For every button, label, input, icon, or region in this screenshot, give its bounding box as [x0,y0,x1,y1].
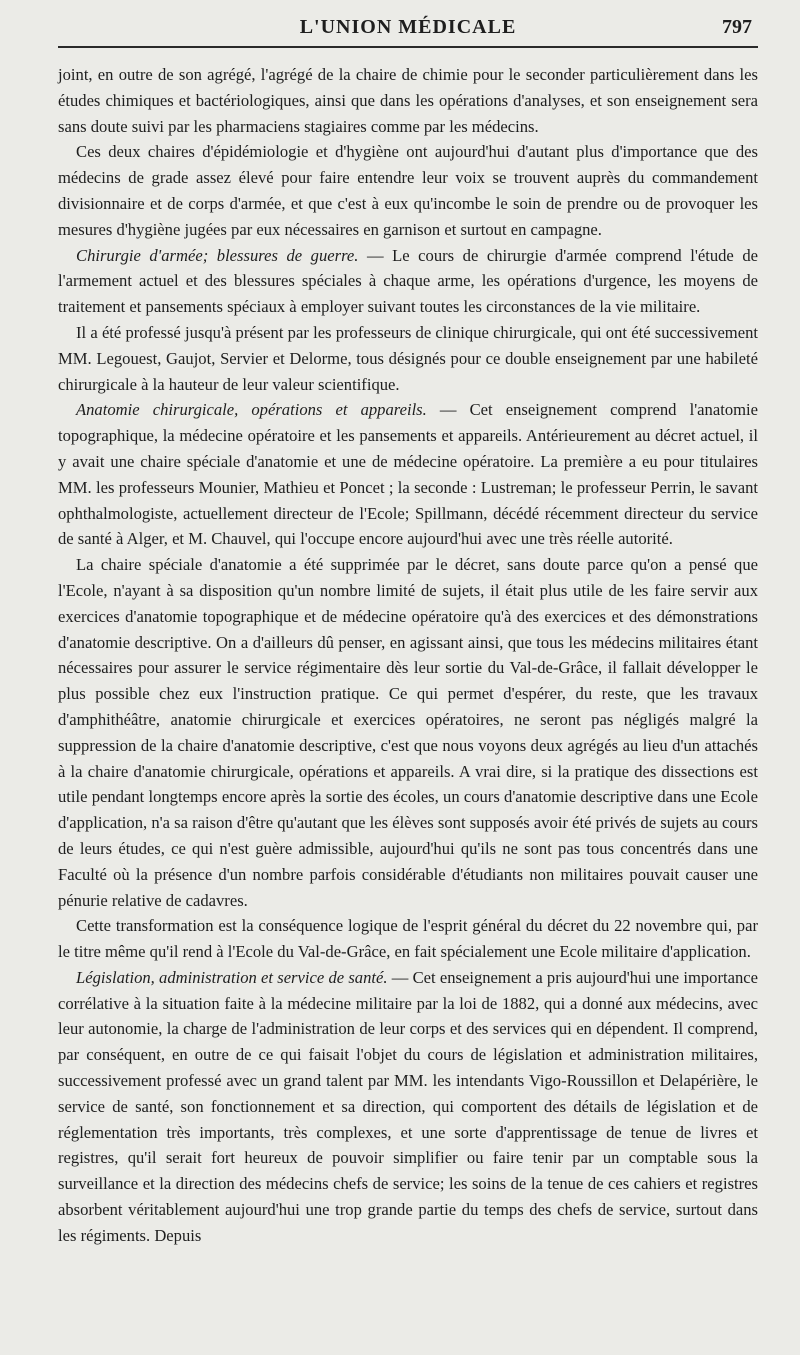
paragraph [58,397,758,552]
section-heading: Anatomie chirurgicale, opérations et appareils. [76,400,427,420]
paragraph [58,965,758,1249]
paragraph-text: — Cet enseignement a pris aujourd'hui une importance corrélative à la situation faite à la médecine militaire par la loi de 1882, qui a donné aux médecins, avec leur autonomie, la charge de l'administration de leur corps et des services qui en dépendent. Il comprend, par conséquent, en outre de ce qui faisait l'objet du cours de législation et administration militaires, successivement professé avec un grand talent par MM. les intendants Vigo-Roussillon et Delapérière, le service de santé, son fonctionnement et sa direction, qui comportent des détails de législation et de réglementation très importants, très complexes, et une sorte d'apprentissage de tenue de livres et registres, qu'il serait fort heureux de pouvoir simplifier ou faire tenir par un comptable sous la surveillance et la direction des médecins chefs de service; les soins de la tenue de ces cahiers et registres absorbent véritablement aujourd'hui une trop grande partie du temps des chefs de service, surtout dans les régiments. Depuis [58,967,758,1245]
paragraph [58,552,758,913]
paragraph-text: — Cet enseignement comprend l'anatomie topographique, la médecine opératoire et les pansements et appareils. Antérieurement au décret actuel, il y avait une chaire spéciale d'anatomie et une de médecine opératoire. La première a eu pour titulaires MM. les professeurs Mounier, Mathieu et Poncet ; la seconde : Lustreman; le professeur Perrin, le savant ophthalmologiste, actuellement directeur de l'Ecole; Spillmann, décédé récemment directeur du service de santé à Alger, et M. Chauvel, qui l'occupe encore aujourd'hui avec une très réelle autorité. [58,400,758,549]
paragraph [58,243,758,320]
section-heading: Chirurgie d'armée; blessures de guerre. [76,245,359,265]
paragraph-text: joint, en outre de son agrégé, l'agrégé de la chaire de chimie pour le seconder particulièrement dans les études chimiques et bactériologiques, ainsi que dans les opérations d'analyses, et son enseignement sera sans doute suivi par les pharmaciens stagiaires comme par les médecins. [58,65,758,136]
header-rule [58,46,758,48]
paragraph-text: Cette transformation est la conséquence logique de l'esprit général du décret du 22 novembre qui, par le titre même qu'il rend à l'Ecole du Val-de-Grâce, en fait spécialement une Ecole militaire d'application. [58,916,758,962]
page-number: 797 [722,16,752,38]
paragraph [58,913,758,965]
article-body [58,62,758,1249]
paragraph-text: La chaire spéciale d'anatomie a été supprimée par le décret, sans doute parce qu'on a pensé que l'Ecole, n'ayant à sa disposition qu'un nombre limité de sujets, il était plus utile de les faire servir aux exercices d'anatomie topographique et de médecine opératoire qu'à des exercices et des démonstrations d'anatomie descriptive. On a d'ailleurs dû penser, en agissant ainsi, que tous les médecins militaires étant nécessaires pour assurer le service régimentaire dès leur sortie du Val-de-Grâce, il fallait développer le plus possible chez eux l'instruction pratique. Ce qui permet d'espérer, du reste, que les travaux d'amphithéâtre, anatomie chirurgicale et exercices opératoires, ne seront pas négligés malgré la suppression de la chaire d'anatomie descriptive, c'est que nous voyons deux agrégés au lieu d'un attachés à la chaire d'anatomie chirurgicale, opérations et appareils. A vrai dire, si la pratique des dissections est utile pendant longtemps encore après la sortie des écoles, un cours d'anatomie descriptive dans une Ecole d'application, n'a sa raison d'être qu'autant que les élèves sont supposés avoir été privés de sujets au cours de leurs études, ce qui n'est guère admissible, aujourd'hui qu'ils ne sont pas tous concentrés dans une Faculté où la présence d'un nombre parfois considérable d'étudiants non militaires pouvait causer une pénurie relative de cadavres. [58,555,758,910]
paragraph [58,62,758,139]
paragraph-text: — Le cours de chirurgie d'armée comprend l'étude de l'armement actuel et des blessures spéciales à chaque arme, les opérations d'urgence, les moyens de traitement et pansements spéciaux à employer suivant toutes les circonstances de la vie militaire. [58,245,759,317]
paragraph [58,139,758,242]
running-header [58,10,758,40]
journal-title: L'UNION MÉDICALE [299,16,517,38]
paragraph-text: Ces deux chaires d'épidémiologie et d'hygiène ont aujourd'hui d'autant plus d'importance que des médecins de grade assez élevé pour faire entendre leur voix se trouvent auprès du commandement divisionnaire et de corps d'armée, et que c'est à eux qu'incombe le soin de prendre ou de provoquer les mesures d'hygiène jugées par eux nécessaires en garnison et surtout en campagne. [58,142,758,239]
paragraph-text: Il a été professé jusqu'à présent par les professeurs de clinique chirurgicale, qui ont été successivement MM. Legouest, Gaujot, Servier et Delorme, tous désignés pour ce double enseignement par une habileté chirurgicale à la hauteur de leur valeur scientifique. [58,322,758,394]
paragraph [58,320,758,397]
section-heading: Législation, administration et service de santé. [76,967,388,987]
